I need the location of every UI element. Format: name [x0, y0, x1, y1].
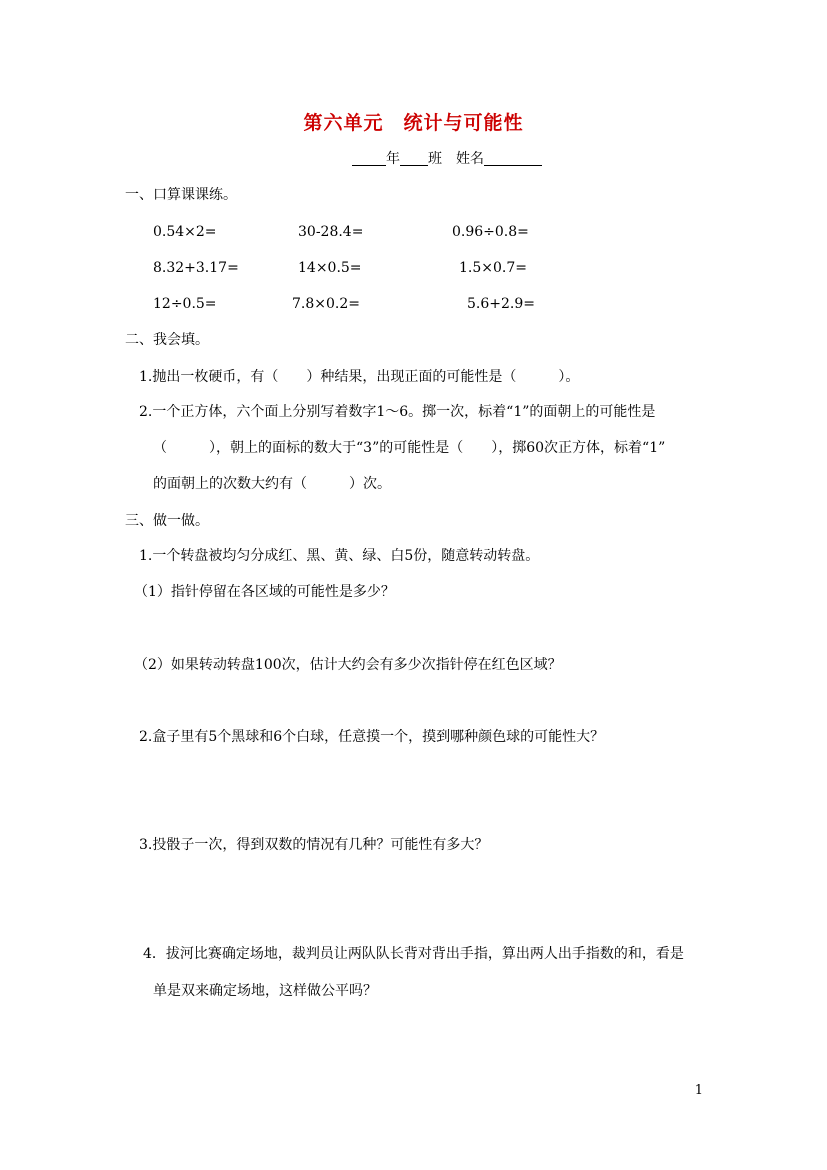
task-question-4-line-2: 单是双来确定场地，这样做公平吗？ — [153, 983, 377, 999]
fill-question-1: 1.抛出一枚硬币，有（ ）种结果，出现正面的可能性是（ ）。 — [139, 369, 580, 385]
task-question-3: 3.投骰子一次，得到双数的情况有几种？可能性有多大？ — [139, 837, 489, 853]
name-blank[interactable] — [484, 151, 542, 166]
class-blank[interactable] — [400, 151, 428, 166]
task-question-2: 2.盒子里有5个黑球和6个白球，任意摸一个，摸到哪种颜色球的可能性大？ — [139, 729, 605, 745]
calc-item: 14×0.5= — [298, 260, 362, 276]
section-2-heading: 二、我会填。 — [125, 332, 209, 348]
task-question-1: 1.一个转盘被均匀分成红、黑、黄、绿、白5份，随意转动转盘。 — [139, 548, 540, 564]
class-label: 班 — [428, 151, 442, 167]
student-info-line — [352, 151, 542, 166]
page-number: 1 — [694, 1083, 703, 1098]
calc-item: 0.54×2= — [153, 224, 217, 240]
calc-item: 7.8×0.2= — [292, 296, 360, 312]
grade-label: 年 — [386, 151, 400, 167]
calc-item: 5.6+2.9= — [467, 296, 535, 312]
task-question-1-part-2: （2）如果转动转盘100次，估计大约会有多少次指针停在红色区域？ — [134, 657, 562, 673]
task-question-1-part-1: （1）指针停留在各区域的可能性是多少？ — [134, 584, 395, 600]
calc-item: 1.5×0.7= — [459, 260, 527, 276]
section-1-heading: 一、口算课课练。 — [125, 187, 237, 203]
page-title: 第六单元 统计与可能性 — [303, 112, 524, 134]
fill-question-2-line-2: （ ），朝上的面标的数大于“3”的可能性是（ ），掷60次正方体，标着“1” — [153, 440, 666, 456]
task-question-4-line-1: 4．拔河比赛确定场地，裁判员让两队队长背对背出手指，算出两人出手指数的和，看是 — [143, 946, 684, 962]
grade-blank[interactable] — [352, 151, 386, 166]
section-3-heading: 三、做一做。 — [125, 513, 209, 529]
name-label: 姓名 — [456, 151, 484, 167]
fill-question-2-line-1: 2.一个正方体，六个面上分别写着数字1～6。掷一次，标着“1”的面朝上的可能性是 — [139, 404, 656, 420]
calc-item: 8.32+3.17= — [153, 260, 239, 276]
fill-question-2-line-3: 的面朝上的次数大约有（ ）次。 — [153, 476, 391, 492]
calc-item: 30-28.4= — [298, 224, 364, 240]
calc-item: 0.96÷0.8= — [452, 224, 529, 240]
calc-item: 12÷0.5= — [153, 296, 217, 312]
